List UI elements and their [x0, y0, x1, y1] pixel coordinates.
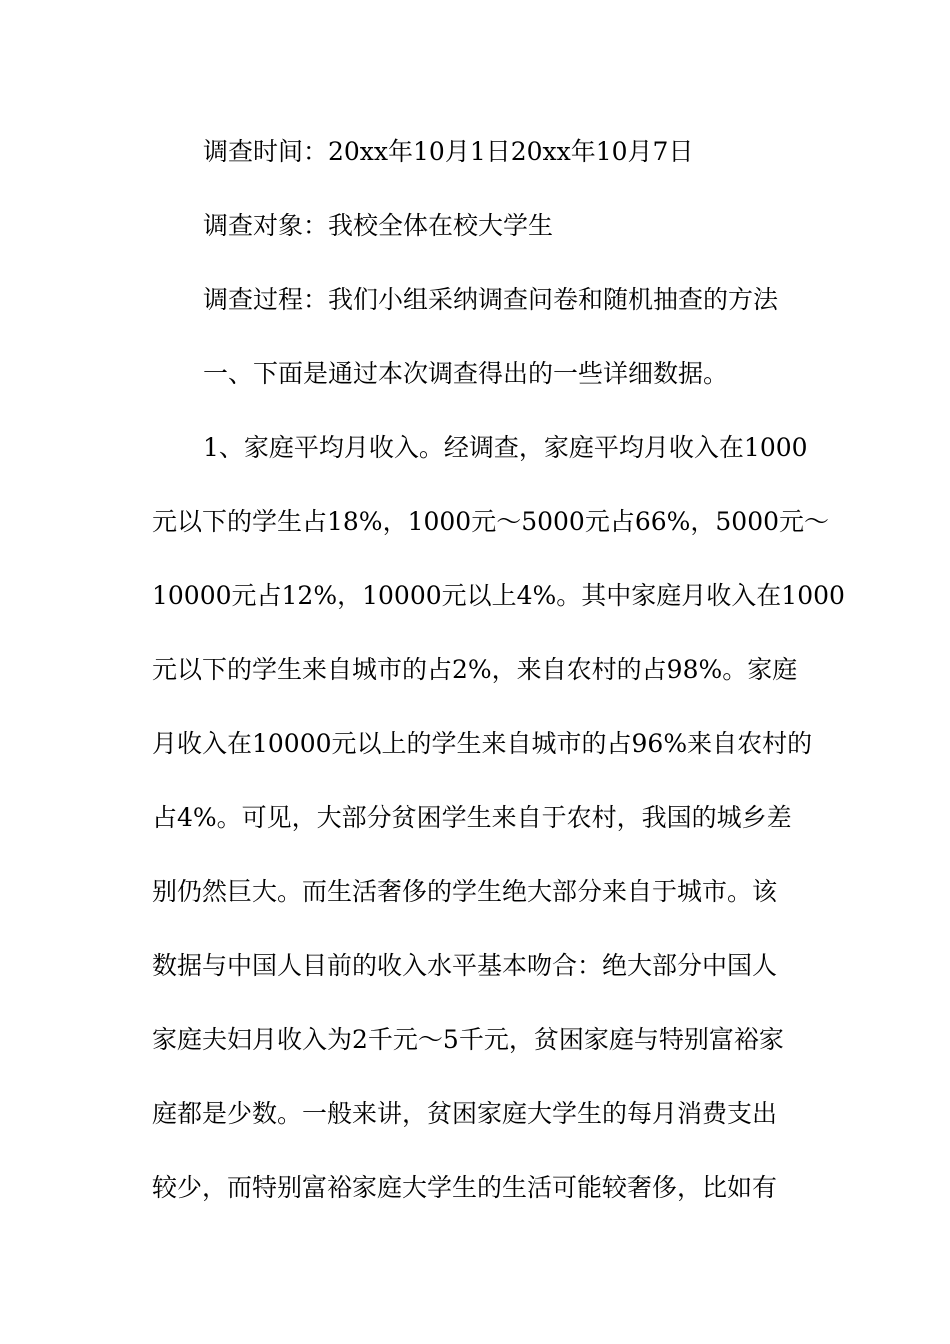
paragraph-text: 调查对象：我校全体在校大学生 [203, 211, 554, 240]
paragraph-text: 占4%。可见，大部分贫困学生来自于农村，我国的城乡差 [152, 803, 792, 832]
paragraph-text: 数据与中国人目前的收入水平基本吻合：绝大部分中国人 [152, 951, 778, 980]
paragraph-text: 较少，而特别富裕家庭大学生的生活可能较奢侈，比如有 [152, 1173, 778, 1202]
paragraph-text: 调查时间：20xx年10月1日20xx年10月7日 [203, 137, 694, 166]
paragraph-text: 一、下面是通过本次调查得出的一些详细数据。 [203, 359, 729, 388]
paragraph-text: 1、家庭平均月收入。经调查，家庭平均月收入在1000 [203, 433, 808, 462]
paragraph-text: 月收入在10000元以上的学生来自城市的占96%来自农村的 [152, 729, 813, 758]
paragraph-text: 调查过程：我们小组采纳调查问卷和随机抽查的方法 [203, 285, 779, 314]
paragraph-text: 10000元占12%，10000元以上4%。其中家庭月收入在1000 [152, 581, 845, 610]
paragraph-text: 家庭夫妇月收入为2千元～5千元，贫困家庭与特别富裕家 [152, 1025, 784, 1054]
paragraph-text: 元以下的学生来自城市的占2%，来自农村的占98%。家庭 [152, 655, 798, 684]
paragraph-text: 元以下的学生占18%，1000元～5000元占66%，5000元～ [152, 507, 830, 536]
paragraph-text: 庭都是少数。一般来讲，贫困家庭大学生的每月消费支出 [152, 1099, 778, 1128]
paragraph-text: 别仍然巨大。而生活奢侈的学生绝大部分来自于城市。该 [152, 877, 778, 906]
